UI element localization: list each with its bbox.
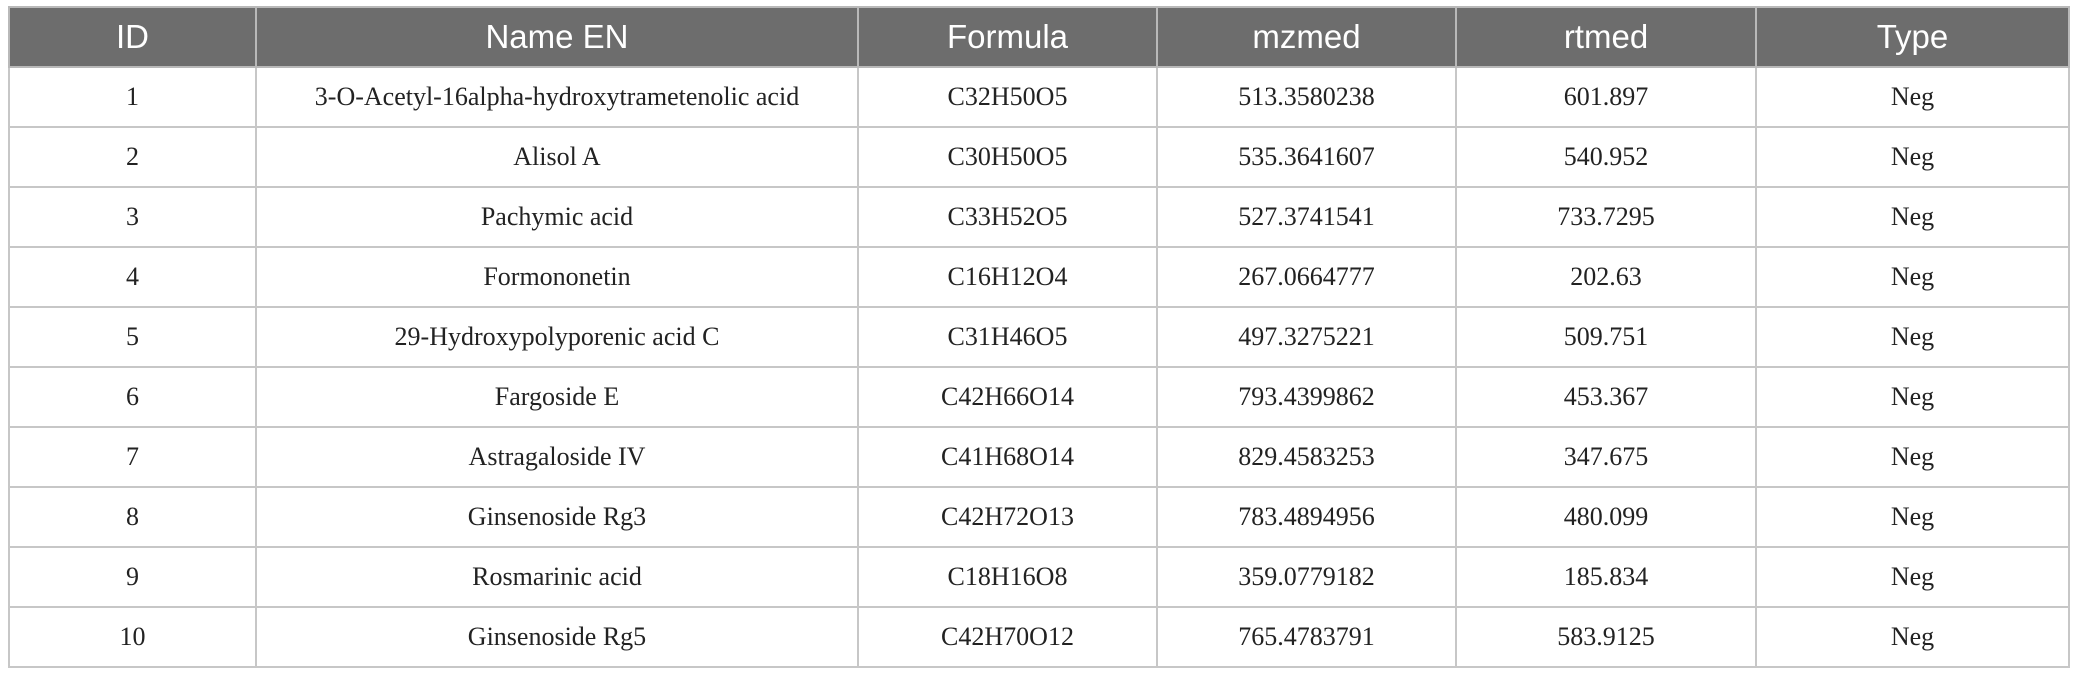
cell-rtmed: 601.897 [1456, 67, 1756, 127]
table-row [9, 487, 2069, 547]
table-row [9, 127, 2069, 187]
cell-formula: C18H16O8 [858, 547, 1157, 607]
cell-formula: C30H50O5 [858, 127, 1157, 187]
cell-rtmed: 480.099 [1456, 487, 1756, 547]
cell-mzmed: 535.3641607 [1157, 127, 1456, 187]
cell-name-en: Fargoside E [256, 367, 858, 427]
table-body [9, 67, 2069, 667]
table-row [9, 307, 2069, 367]
cell-rtmed: 540.952 [1456, 127, 1756, 187]
table-row [9, 607, 2069, 667]
table-row [9, 367, 2069, 427]
cell-name-en: 29-Hydroxypolyporenic acid C [256, 307, 858, 367]
cell-type: Neg [1756, 187, 2069, 247]
table-row [9, 187, 2069, 247]
cell-id: 2 [9, 127, 256, 187]
cell-formula: C42H66O14 [858, 367, 1157, 427]
cell-id: 7 [9, 427, 256, 487]
cell-name-en: Formononetin [256, 247, 858, 307]
cell-rtmed: 453.367 [1456, 367, 1756, 427]
header-mzmed: mzmed [1157, 7, 1456, 67]
cell-mzmed: 829.4583253 [1157, 427, 1456, 487]
cell-type: Neg [1756, 607, 2069, 667]
table-row [9, 547, 2069, 607]
cell-type: Neg [1756, 487, 2069, 547]
cell-type: Neg [1756, 547, 2069, 607]
cell-formula: C31H46O5 [858, 307, 1157, 367]
cell-formula: C42H70O12 [858, 607, 1157, 667]
cell-name-en: Ginsenoside Rg5 [256, 607, 858, 667]
cell-name-en: Astragaloside IV [256, 427, 858, 487]
cell-rtmed: 185.834 [1456, 547, 1756, 607]
header-formula: Formula [858, 7, 1157, 67]
header-type: Type [1756, 7, 2069, 67]
cell-formula: C33H52O5 [858, 187, 1157, 247]
cell-type: Neg [1756, 367, 2069, 427]
table-row [9, 427, 2069, 487]
cell-id: 4 [9, 247, 256, 307]
cell-rtmed: 202.63 [1456, 247, 1756, 307]
cell-type: Neg [1756, 427, 2069, 487]
cell-name-en: Alisol A [256, 127, 858, 187]
cell-mzmed: 497.3275221 [1157, 307, 1456, 367]
cell-rtmed: 509.751 [1456, 307, 1756, 367]
cell-rtmed: 583.9125 [1456, 607, 1756, 667]
cell-type: Neg [1756, 67, 2069, 127]
cell-id: 6 [9, 367, 256, 427]
cell-name-en: 3-O-Acetyl-16alpha-hydroxytrametenolic acid [256, 67, 858, 127]
cell-mzmed: 765.4783791 [1157, 607, 1456, 667]
cell-formula: C32H50O5 [858, 67, 1157, 127]
cell-type: Neg [1756, 127, 2069, 187]
cell-mzmed: 359.0779182 [1157, 547, 1456, 607]
header-name-en: Name EN [256, 7, 858, 67]
cell-mzmed: 527.3741541 [1157, 187, 1456, 247]
compound-table [8, 6, 2070, 668]
cell-id: 5 [9, 307, 256, 367]
cell-formula: C16H12O4 [858, 247, 1157, 307]
compound-table-container [8, 6, 2068, 668]
cell-id: 8 [9, 487, 256, 547]
table-header [9, 7, 2069, 67]
cell-id: 10 [9, 607, 256, 667]
cell-formula: C42H72O13 [858, 487, 1157, 547]
cell-name-en: Pachymic acid [256, 187, 858, 247]
cell-type: Neg [1756, 247, 2069, 307]
cell-mzmed: 267.0664777 [1157, 247, 1456, 307]
cell-rtmed: 733.7295 [1456, 187, 1756, 247]
cell-type: Neg [1756, 307, 2069, 367]
cell-mzmed: 793.4399862 [1157, 367, 1456, 427]
table-row [9, 247, 2069, 307]
cell-mzmed: 783.4894956 [1157, 487, 1456, 547]
cell-rtmed: 347.675 [1456, 427, 1756, 487]
header-rtmed: rtmed [1456, 7, 1756, 67]
header-row [9, 7, 2069, 67]
cell-formula: C41H68O14 [858, 427, 1157, 487]
table-row [9, 67, 2069, 127]
cell-name-en: Ginsenoside Rg3 [256, 487, 858, 547]
header-id: ID [9, 7, 256, 67]
cell-id: 9 [9, 547, 256, 607]
cell-mzmed: 513.3580238 [1157, 67, 1456, 127]
cell-id: 3 [9, 187, 256, 247]
cell-name-en: Rosmarinic acid [256, 547, 858, 607]
cell-id: 1 [9, 67, 256, 127]
